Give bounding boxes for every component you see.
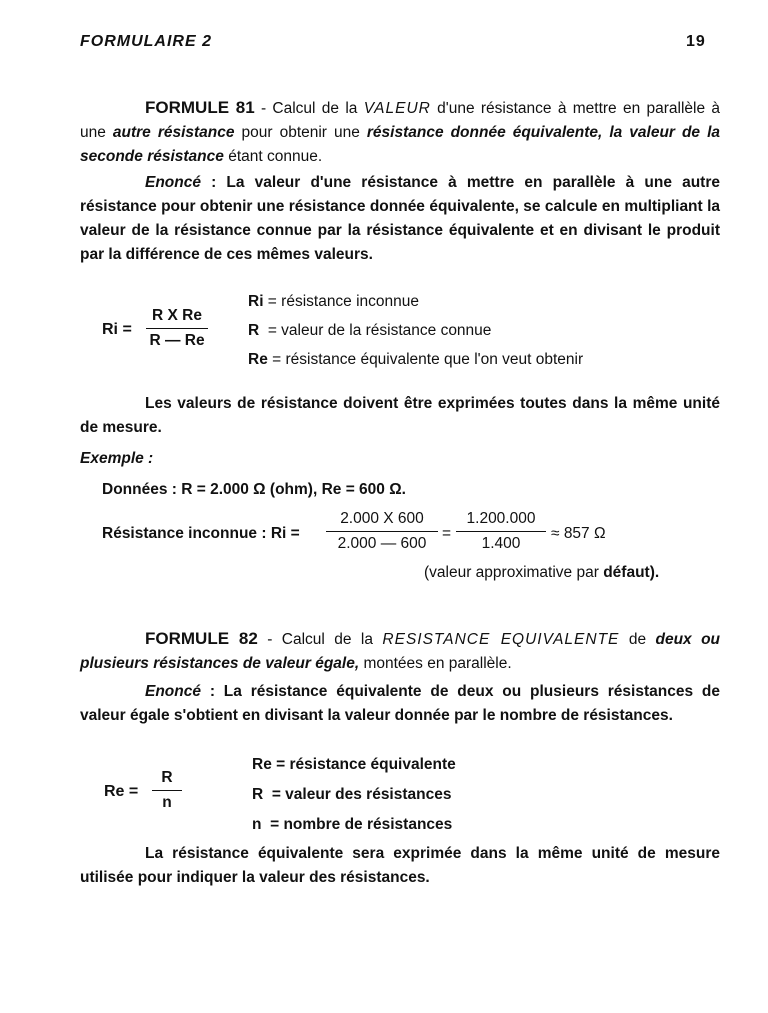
calc-fraction-1: 2.000 X 600 2.000 — 600 [326, 507, 438, 556]
enonce-label: Enoncé [145, 683, 201, 700]
intro-text: étant connue. [223, 148, 323, 165]
formula-81-intro [80, 96, 720, 169]
equation-82-lhs: Re = [104, 783, 139, 800]
formula-82-intro: FORMULE 82 - Calcul de la RESISTANCE EQUIVALENTE de deux ou plusieurs résistances de valeur égale, montées en parallèle. [80, 629, 721, 672]
intro-deux: deux ou plusieurs résistances de valeur égale, [80, 631, 721, 672]
equation-81-fraction [146, 304, 208, 353]
calc-fraction-2: 1.200.000 1.400 [456, 507, 546, 556]
intro-donnee: résistance donnée équivalente, la valeur de la seconde résistance [80, 124, 720, 165]
units-note: Les valeurs de résistance doivent être exprimées toutes dans la même unité de mesure. [80, 395, 720, 436]
calc-label: Résistance inconnue : Ri = [102, 525, 300, 542]
equation-81-denominator: R — Re [149, 332, 205, 349]
legend-row-n: n = nombre de résistances [252, 816, 453, 833]
intro-caps: RESISTANCE EQUIVALENTE [382, 631, 620, 648]
legend-row-ri: Ri = résistance inconnue [248, 293, 420, 310]
legend-row-r: R = valeur des résistances [252, 786, 452, 803]
exemple-label: Exemple : [80, 450, 154, 467]
donnees-line: Données : R = 2.000 Ω (ohm), Re = 600 Ω. [102, 481, 406, 498]
enonce-text: : La valeur d'une résistance à mettre en parallèle à une autre résistance pour obtenir une résistance donnée équivalente, se calcule en multipliant la valeur de la résistance connue par la résistance équivalente et en divisant le produit par la différence de ces mêmes valeurs. [80, 174, 720, 263]
equation-81-lhs: Ri = [102, 321, 132, 338]
equation-82-fraction [152, 766, 182, 815]
intro-autre: autre résistance [112, 124, 235, 141]
intro-valeur: VALEUR [363, 100, 431, 117]
equation-81-numerator: R X Re [152, 307, 202, 324]
formula-81-label: FORMULE 81 [145, 98, 255, 117]
calc-result: ≈ 857 Ω [551, 525, 606, 542]
intro-text: pour obtenir une [234, 124, 367, 141]
legend-row-re: Re = résistance équivalente [252, 756, 456, 773]
enonce-label: Enoncé [145, 174, 201, 191]
approx-note: (valeur approximative par défaut). [424, 564, 660, 581]
formula-82-enonce: Enoncé : La résistance équivalente de deux ou plusieurs résistances de valeur égale s'obtient en divisant la valeur donnée par le nombre de résistances. [80, 683, 720, 724]
page-number: 19 [686, 33, 706, 50]
equation-82-denominator: n [162, 794, 172, 811]
intro-text: - Calcul de la [254, 100, 364, 117]
closing-note: La résistance équivalente sera exprimée dans la même unité de mesure utilisée pour indiquer la valeur des résistances. [80, 845, 720, 886]
equation-81-legend [248, 287, 583, 374]
calc-equals: = [442, 525, 452, 542]
equation-82-legend [252, 750, 456, 840]
formula-82-label: FORMULE 82 [145, 629, 258, 648]
intro-text: d'une résistance à mettre en parallèle à une [80, 100, 720, 141]
formula-81-enonce [80, 171, 720, 267]
legend-row-re: Re = résistance équivalente que l'on veut obtenir [248, 351, 584, 368]
legend-row-r: R = valeur de la résistance connue [248, 322, 492, 339]
equation-82-numerator: R [161, 769, 173, 786]
running-header: FORMULAIRE 2 [80, 33, 212, 50]
